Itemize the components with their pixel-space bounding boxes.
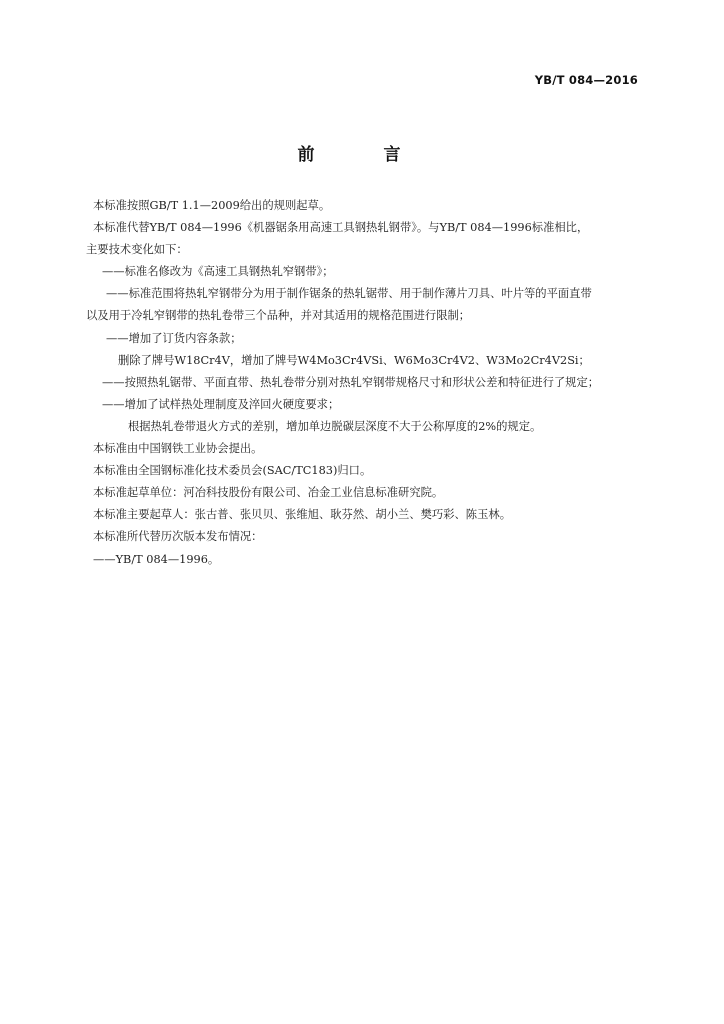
paragraph-history-title: 本标准所代替历次版本发布情况： xyxy=(93,530,263,544)
paragraph-proposed-by: 本标准由中国钢铁工业协会提出。 xyxy=(93,442,263,456)
change-item-grades: 删除了牌号W18Cr4V，增加了牌号W4Mo3Cr4VSi、W6Mo3Cr4V2、W3Mo2Cr4V2Si； xyxy=(118,353,590,367)
paragraph-administered-by: 本标准由全国钢标准化技术委员会(SAC/TC183)归口。 xyxy=(93,464,372,478)
change-item-tolerance: ——按照热轧锯带、平面直带、热轧卷带分别对热轧窄钢带规格尺寸和形状公差和特征进行了规定； xyxy=(102,375,600,389)
change-item-scope-cont: 以及用于冷轧窄钢带的热轧卷带三个品种，并对其适用的规格范围进行限制； xyxy=(86,309,471,323)
change-item-decarburization: 根据热轧卷带退火方式的差别，增加单边脱碳层深度不大于公称厚度的2%的规定。 xyxy=(128,419,542,433)
paragraph-replacement-cont: 主要技术变化如下： xyxy=(86,243,188,257)
paragraph-drafters: 本标准主要起草人：张古普、张贝贝、张维旭、耿芬然、胡小兰、樊巧彩、陈玉林。 xyxy=(93,508,511,522)
page-title: 前 言 xyxy=(297,145,427,165)
paragraph-history-item: ——YB/T 084—1996。 xyxy=(93,552,220,566)
change-item-heat-treatment: ——增加了试样热处理制度及淬回火硬度要求； xyxy=(102,397,340,411)
paragraph-replacement: 本标准代替YB/T 084—1996《机器锯条用高速工具钢热轧钢带》。与YB/T 084—1996标准相比， xyxy=(93,221,589,235)
change-item-name: ——标准名修改为《高速工具钢热轧窄钢带》； xyxy=(102,265,334,279)
paragraph-drafting-rule: 本标准按照GB/T 1.1—2009给出的规则起草。 xyxy=(93,199,331,212)
change-item-order: ——增加了订货内容条款； xyxy=(106,331,242,345)
change-item-scope: ——标准范围将热轧窄钢带分为用于制作锯条的热轧锯带、用于制作薄片刀具、叶片等的平面直带 xyxy=(106,287,592,301)
standard-code: YB/T 084—2016 xyxy=(534,73,638,87)
paragraph-drafting-units: 本标准起草单位：河冶科技股份有限公司、冶金工业信息标准研究院。 xyxy=(93,486,444,500)
document-body xyxy=(88,195,640,571)
